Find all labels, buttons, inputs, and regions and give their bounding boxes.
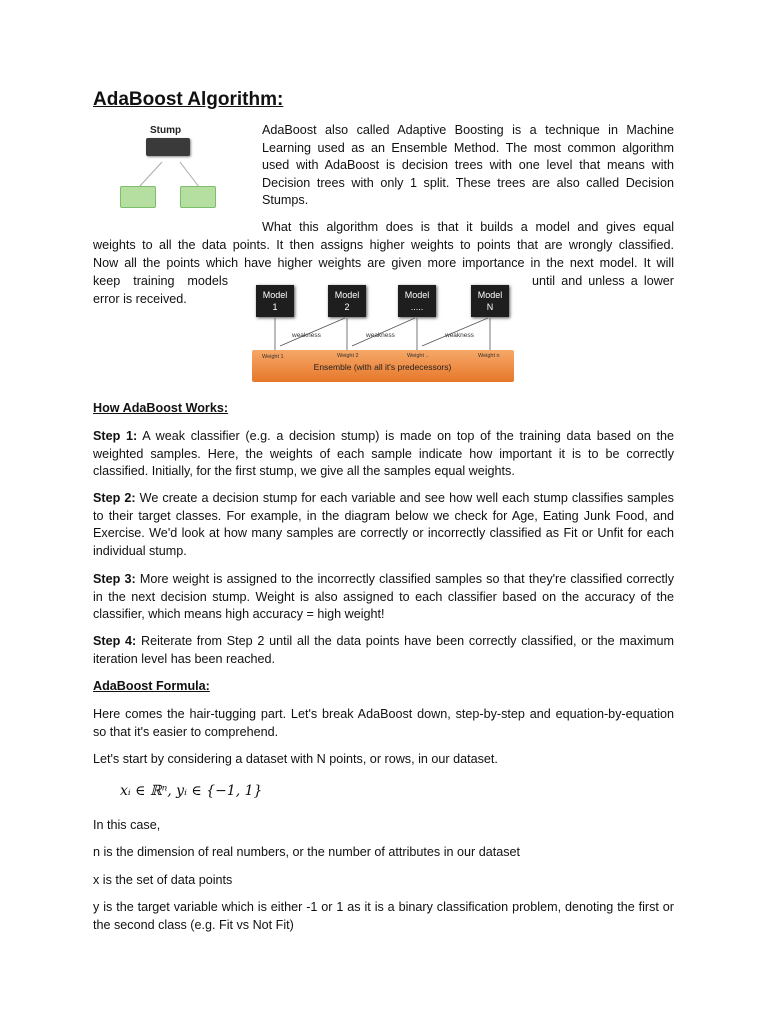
stump-label: Stump (150, 125, 182, 136)
stump-root-node (146, 138, 190, 156)
page-title: AdaBoost Algorithm: (93, 89, 284, 110)
stump-diagram (115, 120, 225, 210)
case-intro: In this case, (93, 818, 161, 832)
dataset-formula: xᵢ ∈ ℝⁿ, yᵢ ∈ {−1, 1} (120, 783, 263, 799)
definition-y: y is the target variable which is either -1 or 1 as it is a binary classification problem, denoting the first or the second class (e.g. Fit vs Not Fit) (93, 900, 674, 932)
intro-p2-line5: error is received. (93, 292, 187, 306)
model-box-3: Model ..... (398, 285, 436, 317)
weakness-label-3: weakness (445, 332, 474, 339)
stump-leaf-right (180, 186, 216, 208)
weight-label-1: Weight 1 (262, 354, 284, 360)
intro-p2-line1: What this algorithm does is that it builds a model and gives equal (262, 220, 674, 234)
intro-paragraph-1: AdaBoost also called Adaptive Boosting is a technique in Machine Learning used as an Ensemble Method. The most common algorithm used with AdaBoost is decision trees with one level that means with Decision trees with only 1 split. These trees are also called Decision Stumps. (262, 123, 674, 207)
definition-x: x is the set of data points (93, 873, 233, 887)
weakness-label-1: weakness (292, 332, 321, 339)
model-box-2: Model 2 (328, 285, 366, 317)
formula-heading: AdaBoost Formula: (93, 679, 210, 693)
intro-p2-line2: weights to all the data points. It then assigns higher weights to points that are wrongly classified. (93, 238, 674, 252)
intro-p2-line3: Now all the points which have higher weights are given more importance in the next model. It will (93, 256, 674, 270)
step-1: Step 1: A weak classifier (e.g. a decision stump) is made on top of the training data based on the weighted samples. Here, the weights of each sample indicate how important it is to be correctly classified. Initially, for the first stump, we give all the samples equal weights. (93, 429, 674, 478)
intro-p2-line4a: keep training models (93, 274, 228, 288)
weight-label-3: Weight .. (407, 353, 429, 359)
formula-paragraph-1: Here comes the hair-tugging part. Let's break AdaBoost down, step-by-step and equation-by-equation so that it's easier to comprehend. (93, 707, 674, 739)
model-box-n: Model N (471, 285, 509, 317)
model-box-1: Model 1 (256, 285, 294, 317)
step-3: Step 3: More weight is assigned to the incorrectly classified samples so that they're classified correctly in the next decision stump. Weight is also assigned to each classifier based on the accuracy of the classifier, which means high accuracy = high weight! (93, 572, 674, 621)
weight-label-2: Weight 2 (337, 353, 359, 359)
ensemble-diagram (250, 282, 515, 382)
weakness-label-2: weakness (366, 332, 395, 339)
how-heading: How AdaBoost Works: (93, 401, 229, 415)
stump-leaf-left (120, 186, 156, 208)
intro-p2-line4b: until and unless a lower (532, 274, 674, 288)
step-4: Step 4: Reiterate from Step 2 until all the data points have been correctly classified, or the maximum iteration level has been reached. (93, 634, 674, 666)
step-2: Step 2: We create a decision stump for each variable and see how well each stump classifies samples to their target classes. For example, in the diagram below we check for Age, Eating Junk Food, and Exercise. We'd look at how many samples are correctly or incorrectly classified as Fit or Unfit for each individual stump. (93, 491, 674, 558)
definition-n: n is the dimension of real numbers, or the number of attributes in our dataset (93, 845, 521, 859)
formula-paragraph-2: Let's start by considering a dataset with N points, or rows, in our dataset. (93, 752, 498, 766)
weight-label-n: Weight n (478, 353, 500, 359)
ensemble-label: Ensemble (with all it's predecessors) (313, 362, 452, 372)
